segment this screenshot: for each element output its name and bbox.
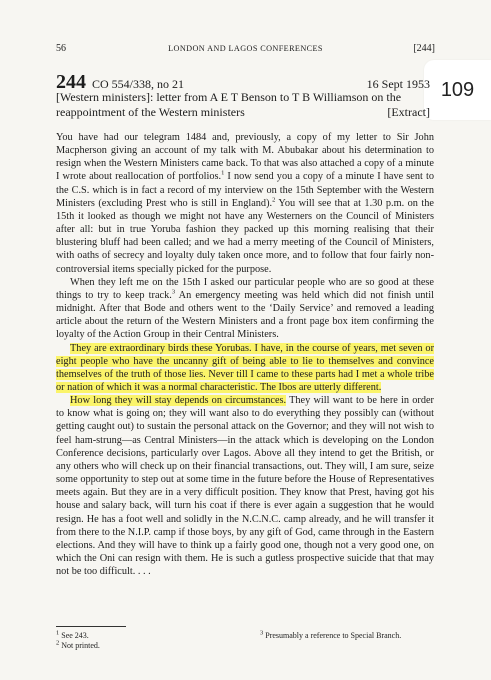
highlighted-text: They are extraordinary birds these Yorubas. I have, in the course of years, met seven or eight people who have the uncanny gift of being able to lie to themselves and convince themselves of the truth of those lies. Never till I came to these parts had I met a whole tribe or nation of which it was a normal characteristic. The Ibos are utterly different. [56,342,434,393]
footnote-1: $^1$ See 243. [56,629,89,640]
document-date: 16 Sept 1953 [366,77,430,91]
page-counter-badge: 109 [424,60,491,120]
page-number: 56 [56,43,66,54]
document-heading [56,72,430,92]
extract-label: [Extract] [387,104,430,119]
highlighted-text: How long they will stay depends on circumstances. [70,395,287,407]
running-doc-ref: [244] [413,43,435,54]
paragraph-2: When they left me on the 15th I asked our particular people who are so good at these things to try to keep track.$^3$ An emergency meeting was held which did not finish until midnight. After that Bode and others went to the ‘Daily Service’ and removed a leading article about the return of the Western Ministers and a front page box item confirming the loyalty of the Action Group in their Central Ministers. [56,276,434,341]
description-text: [Western ministers]: letter from A E T Benson to T B Williamson on the reappointment of the Western ministers [56,90,402,119]
footnote-2: $^2$ Not printed. [56,639,100,650]
running-title: LONDON AND LAGOS CONFERENCES [168,44,323,53]
footnote-divider [56,626,126,627]
footnote-ref-2: 2 [272,196,276,204]
document-description [56,90,430,119]
document-reference: CO 554/338, no 21 [92,77,185,91]
footnote-ref-3: 3 [171,288,176,296]
paragraph-1: You have had our telegram 1484 and, previously, a copy of my letter to Sir John Macpherson giving an account of my talk with M. Abubakar about his determination to resign when the Western Ministers came back. To that was also attached a copy of a minute I wrote about reallocation of portfolios.$^1$ I now send you a copy of a minute I have sent to the C.S. which is in fact a record of my interview on the 15th September with the Western Ministers (excluding Prest who is still in England).$^2$ You will see that at 1.30 p.m. on the 15th it looked as though we might not have any Westerners on the Council of Ministers after all: but in true Yoruba fashion they packed up this morning realising that their blustering bluff had been called; and we had a merry meeting of the Council of Ministers, with oaths of secrecy and loyalty duly taken once more, and to follow that four fairly non-controversial items specially picked for the purpose. [56,132,434,275]
paragraph-3 [56,342,434,395]
footnote-3: $^3$ Presumably a reference to Special Branch. [260,629,402,640]
footnote-ref-1: 1 [221,170,225,178]
paragraph-4: How long they will stay depends on circumstances. They will want to be here in order to know what is going on; they will want also to do everything they possibly can (without getting caught out) to sustain the personal attack on the Governor; and they will not wish to feel ham-strung—as Central Ministers—in the attack which is developing on the London Conference decisions, particularly over Lagos. Above all they intend to get the British, or any others who will check up on their financial transactions, out. They will, I am sure, seize some opportunity to step out at some time in the future before the House of Representatives meets again. But they are in a very difficult position. They know that Prest, having got his house and salary back, will turn his coat if there is ever again a suggestion that he would resign. He has a foot well and solidly in the N.C.N.C. camp already, and he will transfer it from there to the N.I.P. camp if those boys, by any gift of God, came through in the Eastern elections. And they will have to think up a fairly good one, though not a very good one, on which the Oni can resign with them. He is such a gutless prospective suicide that that may not be too difficult. . . . [56,395,434,578]
document-number: 244 [56,71,86,93]
document-body [56,131,434,578]
running-head [56,42,435,56]
